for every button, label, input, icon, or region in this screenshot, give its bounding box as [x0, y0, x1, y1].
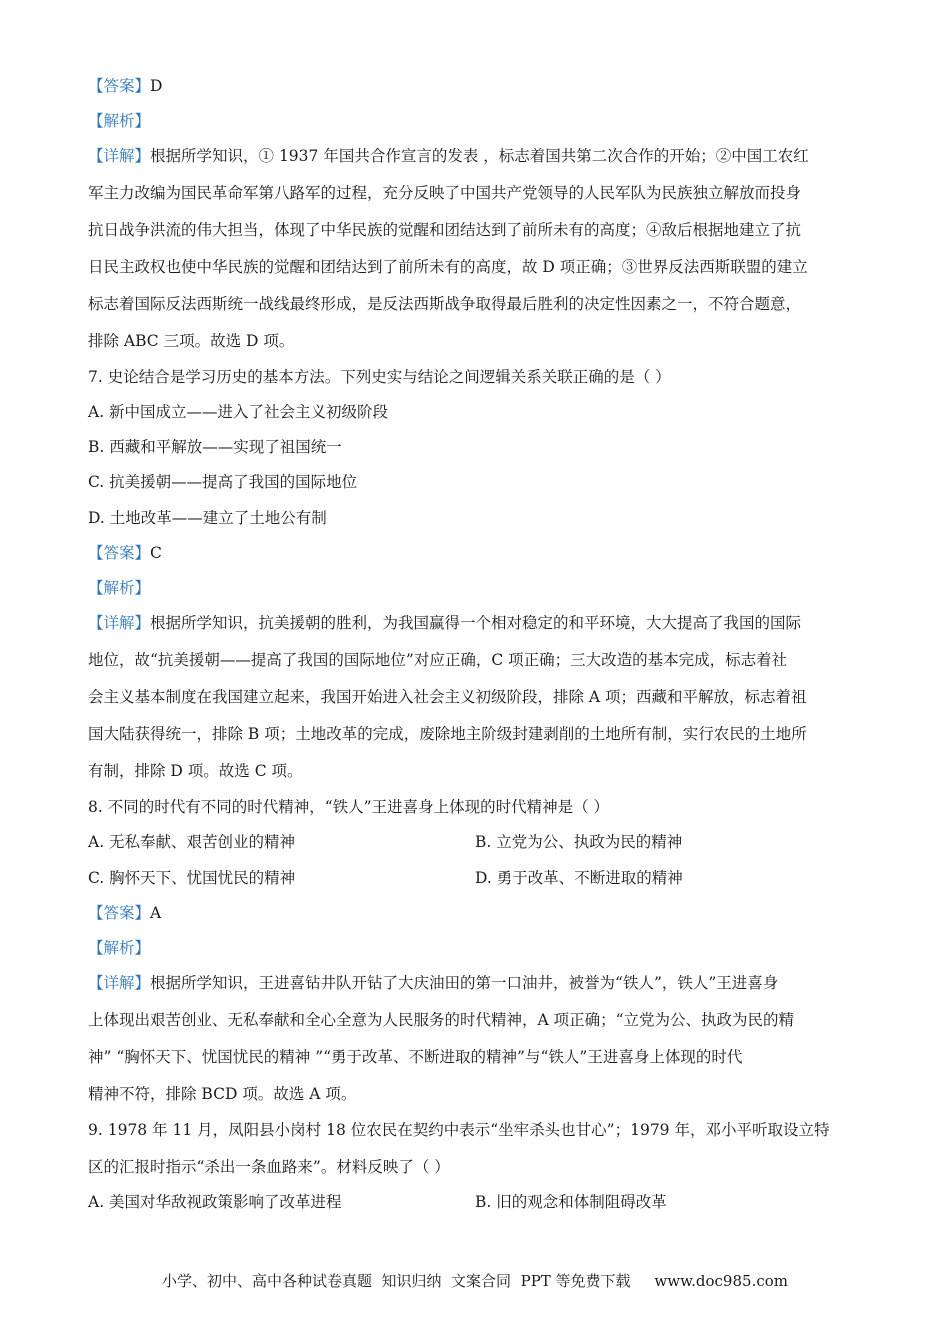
question-7: 7. 史论结合是学习历史的基本方法。下列史实与结论之间逻辑关系关联正确的是（ ）: [88, 368, 671, 386]
detail-line: 精神不符，排除 BCD 项。故选 A 项。: [88, 1085, 357, 1103]
option-b: B. 立党为公、执政为民的精神: [475, 833, 683, 851]
question-8: 8. 不同的时代有不同的时代精神，“铁人”王进喜身上体现的时代精神是（ ）: [88, 798, 609, 816]
detail-line: 国大陆获得统一，排除 B 项；土地改革的完成，废除地主阶级封建剥削的土地所有制，实行农民的土地所: [88, 725, 807, 743]
detail-line: 地位，故“抗美援朝——提高了我国的国际地位”对应正确，C 项正确；三大改造的基本完成，标志着社: [88, 651, 788, 669]
option-b: B. 旧的观念和体制阻碍改革: [475, 1193, 667, 1211]
answer-tag: 【答案】: [88, 544, 151, 562]
analysis-tag: 【解析】: [88, 939, 151, 957]
answer-line: [88, 543, 162, 563]
question-9: 9. 1978 年 11 月，凤阳县小岗村 18 位农民在契约中表示“坐牢杀头也甘心”；1979 年，邓小平听取设立特: [88, 1121, 830, 1139]
answer-tag: 【答案】: [88, 904, 151, 922]
detail-tag: 【详解】: [88, 147, 151, 165]
analysis-tag: 【解析】: [88, 579, 151, 597]
option-c: C. 胸怀天下、忧国忧民的精神: [88, 869, 296, 887]
detail-line: [88, 146, 809, 166]
option-b: B. 西藏和平解放——实现了祖国统一: [88, 438, 342, 456]
answer-line: [88, 76, 162, 96]
detail-line: 会主义基本制度在我国建立起来，我国开始进入社会主义初级阶段，排除 A 项；西藏和平解放，标志着祖: [88, 688, 807, 706]
option-c: C. 抗美援朝——提高了我国的国际地位: [88, 473, 358, 491]
detail-line: 有制，排除 D 项。故选 C 项。: [88, 762, 303, 780]
answer-line: [88, 903, 161, 923]
answer-tag: 【答案】: [88, 77, 151, 95]
detail-line: [88, 613, 801, 633]
detail-line: 神” “胸怀天下、忧国忧民的精神 ”“勇于改革、不断进取的精神”与“铁人”王进喜身上体现的时代: [88, 1048, 743, 1066]
answer-value: A: [150, 904, 162, 922]
answer-value: C: [150, 544, 162, 562]
option-d: D. 勇于改革、不断进取的精神: [475, 869, 683, 887]
detail-text: 根据所学知识，王进喜钻井队开钻了大庆油田的第一口油井，被誉为“铁人”，铁人”王进喜身: [150, 974, 779, 992]
detail-line: 标志着国际反法西斯统一战线最终形成，是反法西斯战争取得最后胜利的决定性因素之一，不符合题意，: [88, 295, 802, 313]
analysis-tag: 【解析】: [88, 112, 151, 130]
detail-line: 日民主政权也使中华民族的觉醒和团结达到了前所未有的高度，故 D 项正确；③世界反法西斯联盟的建立: [88, 258, 808, 276]
detail-text: 根据所学知识，抗美援朝的胜利，为我国赢得一个相对稳定的和平环境，大大提高了我国的国际: [150, 614, 802, 632]
option-d: D. 土地改革——建立了土地公有制: [88, 509, 327, 527]
page-footer: 小学、初中、高中各种试卷真题 知识归纳 文案合同 PPT 等免费下载 www.doc985.com: [161, 1272, 788, 1290]
detail-line: 排除 ABC 三项。故选 D 项。: [88, 332, 295, 350]
question-9-cont: 区的汇报时指示“杀出一条血路来”。材料反映了（ ）: [88, 1158, 450, 1176]
option-a: A. 美国对华敌视政策影响了改革进程: [88, 1193, 342, 1211]
answer-value: D: [150, 77, 163, 95]
detail-line: 抗日战争洪流的伟大担当，体现了中华民族的觉醒和团结达到了前所未有的高度；④敌后根据地建立了抗: [88, 221, 802, 239]
option-a: A. 无私奉献、艰苦创业的精神: [88, 833, 296, 851]
detail-line: [88, 973, 778, 993]
detail-line: 上体现出艰苦创业、无私奉献和全心全意为人民服务的时代精神，A 项正确；“立党为公、执政为民的精: [88, 1011, 795, 1029]
detail-tag: 【详解】: [88, 974, 151, 992]
detail-text: 根据所学知识，① 1937 年国共合作宣言的发表 ，标志着国共第二次合作的开始；②中国工农红: [150, 147, 809, 165]
detail-tag: 【详解】: [88, 614, 151, 632]
option-a: A. 新中国成立——进入了社会主义初级阶段: [88, 403, 389, 421]
detail-line: 军主力改编为国民革命军第八路军的过程，充分反映了中国共产党领导的人民军队为民族独立解放而投身: [88, 184, 802, 202]
